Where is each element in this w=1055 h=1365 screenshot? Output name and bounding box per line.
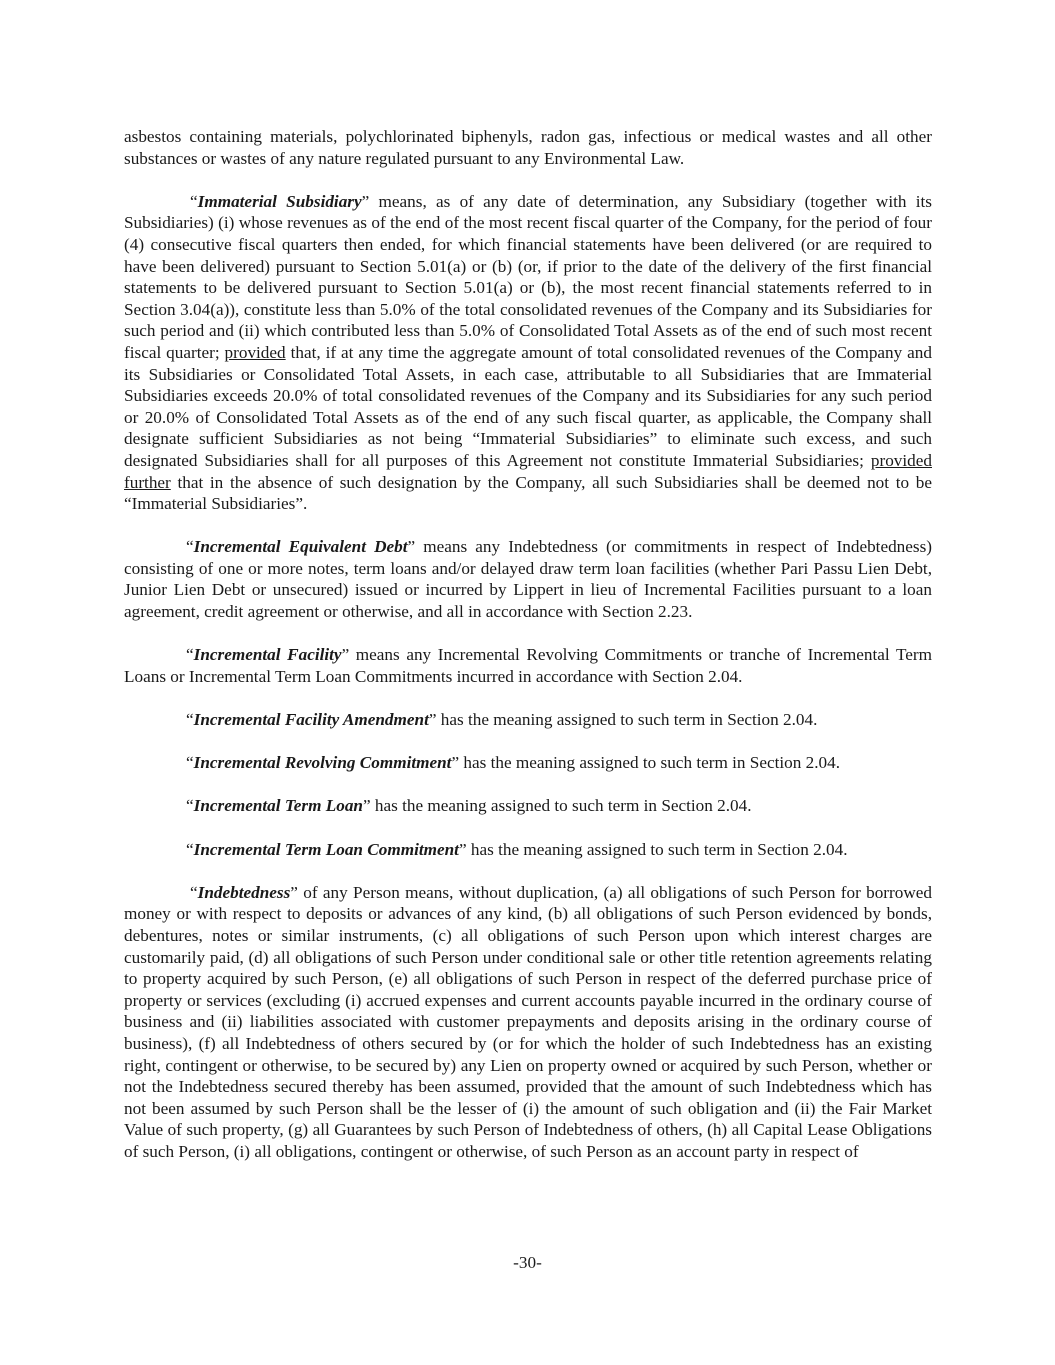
definition-text: means any Incremental Revolving Commitments or tranche of Incremental Term Loans or Incremental Term Loan Commitments incurred in accordance with Section 2.04. (124, 645, 933, 686)
definition-text: has the meaning assigned to such term in Section 2.04. (466, 839, 848, 859)
definition-text: has the meaning assigned to such term in Section 2.04. (370, 796, 752, 816)
definition-text: that, if at any time the aggregate amount of total consolidated revenues of the Company and its Subsidiaries or Consolidated Total Assets, in each case, attributable to all Subsidiaries that are Immaterial Subsidiaries exceeds 20.0% of total consolidated revenues of the Company and its Subsidiaries for any such period or 20.0% of Consolidated Total Assets as of the end of any such fiscal quarter, as applicable, the Company shall designate sufficient Subsidiaries as not being “Immaterial Subsidiaries” to eliminate such excess, and such designated Subsidiaries shall for all purposes of this Agreement not constitute Immaterial Subsidiaries; (124, 342, 932, 470)
paragraph-environmental-continuation (124, 126, 932, 169)
definition-incremental-facility-amendment: “Incremental Facility Amendment” has the meaning assigned to such term in Section 2.04. (186, 710, 818, 730)
paragraph-text: asbestos containing materials, polychlorinated biphenyls, radon gas, infectious or medical wastes and all other substances or wastes of any nature regulated pursuant to any Environmental Law. (124, 127, 932, 168)
defined-term: Incremental Term Loan Commitment (193, 839, 459, 859)
definition-incremental-equivalent-debt: “Incremental Equivalent Debt” means any Indebtedness (or commitments in respect of Indebtedness) consisting of one or more notes, term loans and/or delayed draw term loan facilities (whether Pari Passu Lien Debt, Junior Lien Debt or unsecured) issued or incurred by Lippert in lieu of Incremental Facilities pursuant to a loan agreement, credit agreement or otherwise, and all in accordance with Section 2.23. (124, 537, 932, 622)
provided-underline: provided (224, 342, 286, 362)
definition-text: means, as of any date of determination, any Subsidiary (together with its Subsidiaries) (i) whose revenues as of the end of the most recent fiscal quarter of the Company, for the period of four (4) consecutive fiscal quarters then ended, for which financial statements have been delivered (or are required to have been delivered) pursuant to Section 5.01(a) or (b) (or, if prior to the date of the delivery of the first financial statements to be delivered pursuant to Section 5.01(a) or (b), the most recent financial statements referred to in Section 3.04(a)), constitute less than 5.0% of the total consolidated revenues of the Company and its Subsidiaries for such period and (ii) which contributed less than 5.0% of Consolidated Total Assets as of the end of such most recent fiscal quarter; (124, 191, 932, 362)
definition-indebtedness: “Indebtedness” of any Person means, without duplication, (a) all obligations of such Person for borrowed money or with respect to deposits or advances of any kind, (b) all obligations of such Person evidenced by bonds, debentures, notes or similar instruments, (c) all obligations of such Person upon which interest charges are customarily paid, (d) all obligations of such Person under conditional sale or other title retention agreements relating to property acquired by such Person, (e) all obligations of such Person in respect of the deferred purchase price of property or services (excluding (i) accrued expenses and current accounts payable incurred in the ordinary course of business and (ii) liabilities associated with customer prepayments and deposits arising in the ordinary course of business), (f) all Indebtedness of others secured by (or for which the holder of such Indebtedness has an existing right, contingent or otherwise, to be secured by) any Lien on property owned or acquired by such Person, whether or not the Indebtedness secured thereby has been assumed, provided that the amount of such Indebtedness which has not been assumed by such Person shall be the lesser of (i) the amount of such obligation and (ii) the Fair Market Value of such property, (g) all Guarantees by such Person of Indebtedness of others, (h) all Capital Lease Obligations of such Person, (i) all obligations, contingent or otherwise, of such Person as an account party in respect of (124, 882, 932, 1161)
defined-term: Indebtedness (197, 882, 291, 902)
definition-incremental-facility: “Incremental Facility” means any Incremental Revolving Commitments or tranche of Incremental Term Loans or Incremental Term Loan Commitments incurred in accordance with Section 2.04. (124, 645, 933, 686)
definition-text: of any Person means, without duplication, (a) all obligations of such Person for borrowed money or with respect to deposits or advances of any kind, (b) all obligations of such Person evidenced by bonds, debentures, notes or similar instruments, (c) all obligations of such Person upon which interest charges are customarily paid, (d) all obligations of such Person under conditional sale or other title retention agreements relating to property acquired by such Person, (e) all obligations of such Person in respect of the deferred purchase price of property or services (excluding (i) accrued expenses and current accounts payable incurred in the ordinary course of business and (ii) liabilities associated with customer prepayments and deposits arising in the ordinary course of business), (f) all Indebtedness of others secured by (or for which the holder of such Indebtedness has an existing right, contingent or otherwise, to be secured by) any Lien on property owned or acquired by such Person, whether or not the Indebtedness secured thereby has been assumed, provided that the amount of such Indebtedness which has not been assumed by such Person shall be the lesser of (i) the amount of such obligation and (ii) the Fair Market Value of such property, (g) all Guarantees by such Person of Indebtedness of others, (h) all Capital Lease Obligations of such Person, (i) all obligations, contingent or otherwise, of such Person as an account party in respect of (124, 882, 932, 1161)
definition-text: that in the absence of such designation by the Company, all such Subsidiaries shall be deemed not to be “Immaterial Subsidiaries”. (124, 472, 932, 514)
definition-text: has the meaning assigned to such term in Section 2.04. (459, 753, 841, 773)
provided-further-underline: provided further (124, 450, 932, 492)
defined-term: Incremental Revolving Commitment (193, 753, 452, 773)
defined-term: Incremental Facility (193, 645, 342, 665)
page-number: -30- (513, 1253, 542, 1272)
defined-term: Incremental Facility Amendment (193, 710, 429, 730)
defined-term: Incremental Term Loan (193, 796, 363, 816)
definition-immaterial-subsidiary: “Immaterial Subsidiary” means, as of any date of determination, any Subsidiary (together with its Subsidiaries) (i) whose revenues as of the end of the most recent fiscal quarter of the Company, for the period of four (4) consecutive fiscal quarters then ended, for which financial statements have been delivered (or are required to have been delivered) pursuant to Section 5.01(a) or (b) (or, if prior to the date of the delivery of the first financial statements to be delivered pursuant to Section 5.01(a) or (b), the most recent financial statements referred to in Section 3.04(a)), constitute less than 5.0% of the total consolidated revenues of the Company and its Subsidiaries for such period and (ii) which contributed less than 5.0% of Consolidated Total Assets as of the end of such most recent fiscal quarter; provided that, if at any time the aggregate amount of total consolidated revenues of the Company and its Subsidiaries or Consolidated Total Assets, in each case, attributable to all Subsidiaries that are Immaterial Subsidiaries exceeds 20.0% of total consolidated revenues of the Company and its Subsidiaries for any such period or 20.0% of Consolidated Total Assets as of the end of any such fiscal quarter, as applicable, the Company shall designate sufficient Subsidiaries as not being “Immaterial Subsidiaries” to eliminate such excess, and such designated Subsidiaries shall for all purposes of this Agreement not constitute Immaterial Subsidiaries; provided further that in the absence of such designation by the Company, all such Subsidiaries shall be deemed not to be “Immaterial Subsidiaries”. (124, 191, 932, 514)
defined-term: Immaterial Subsidiary (197, 191, 362, 211)
definition-incremental-revolving-commitment: “Incremental Revolving Commitment” has the meaning assigned to such term in Section 2.04. (186, 753, 841, 773)
definition-incremental-term-loan: “Incremental Term Loan” has the meaning assigned to such term in Section 2.04. (186, 796, 752, 816)
defined-term: Incremental Equivalent Debt (193, 537, 408, 557)
definition-text: has the meaning assigned to such term in Section 2.04. (436, 710, 818, 730)
definition-text: means any Indebtedness (or commitments in respect of Indebtedness) consisting of one or more notes, term loans and/or delayed draw term loan facilities (whether Pari Passu Lien Debt, Junior Lien Debt or unsecured) issued or incurred by Lippert in lieu of Incremental Facilities pursuant to a loan agreement, credit agreement or otherwise, and all in accordance with Section 2.23. (124, 537, 932, 622)
definition-incremental-term-loan-commitment: “Incremental Term Loan Commitment” has the meaning assigned to such term in Section 2.04. (186, 839, 848, 859)
